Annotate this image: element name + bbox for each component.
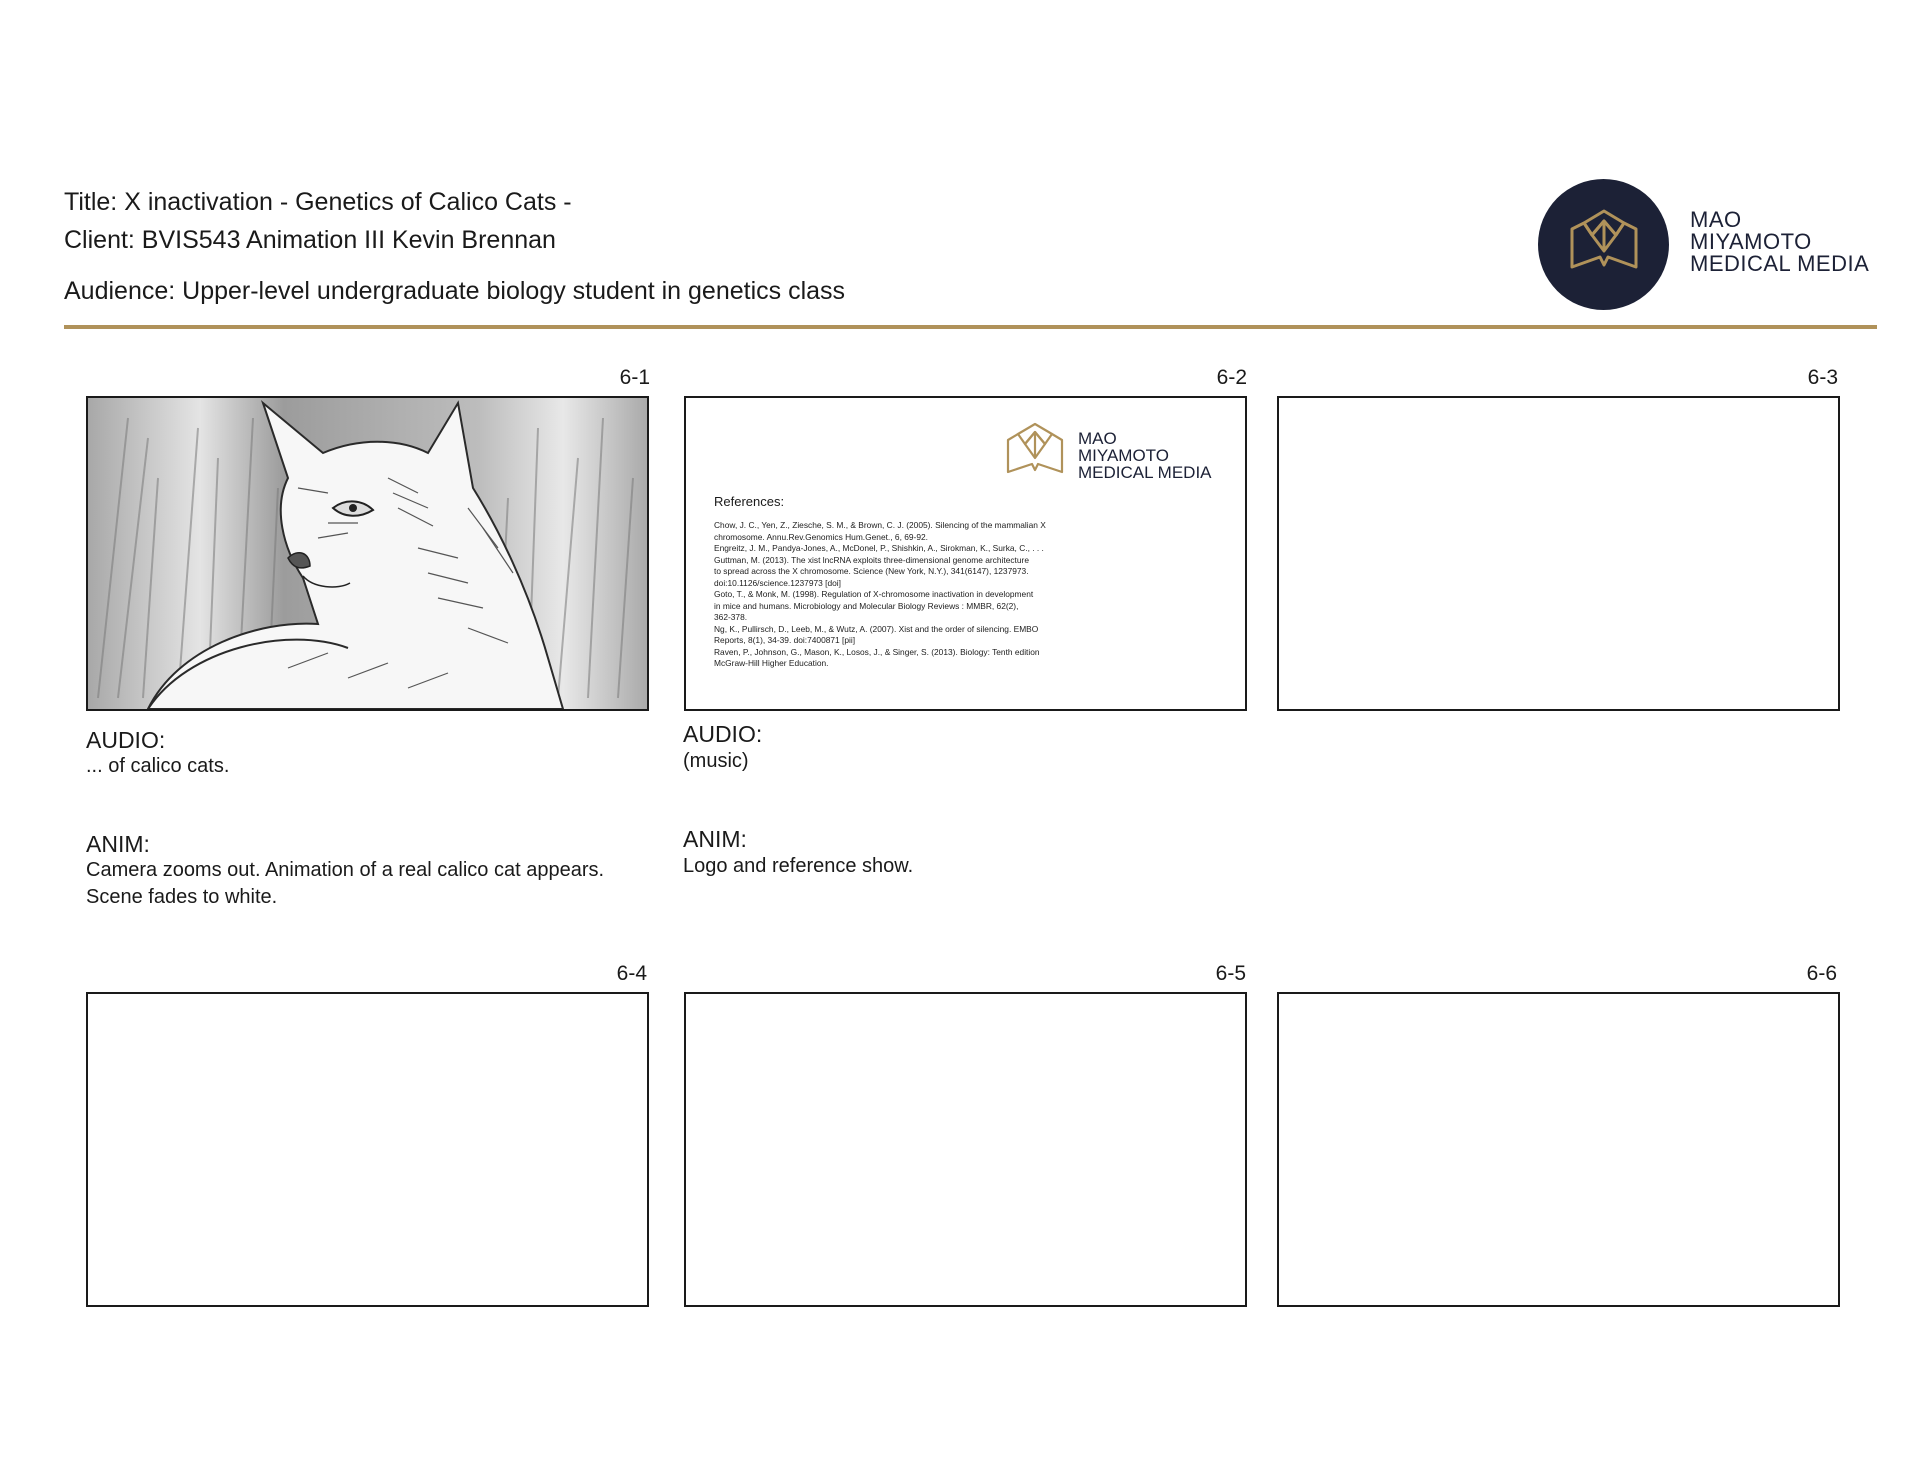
reference-line: Goto, T., & Monk, M. (1998). Regulation of X-chromosome inactivation in development <box>714 589 1034 599</box>
logo-line-3: MEDICAL MEDIA <box>1690 251 1870 276</box>
reference-line: Chow, J. C., Yen, Z., Ziesche, S. M., & Brown, C. J. (2005). Silencing of the mammalian X <box>714 520 1046 530</box>
reference-line: Ng, K., Pullirsch, D., Leeb, M., & Wutz, A. (2007). Xist and the order of silencing. EMBO <box>714 623 1039 634</box>
mini-logo-line-2: MIYAMOTO <box>1078 446 1169 465</box>
title-line: Title: X inactivation - Genetics of Calico Cats - <box>64 188 572 216</box>
panel-frame-6-2 <box>684 396 1247 711</box>
references-list <box>714 520 1084 670</box>
book-diamond-logo-icon <box>1538 179 1669 310</box>
audio-label-6-1: AUDIO: <box>86 727 166 753</box>
reference-line: chromosome. Annu.Rev.Genomics Hum.Genet., 6, 69-92. <box>714 531 928 542</box>
references-title: References: <box>714 494 785 509</box>
panel-number-6-2: 6-2 <box>1216 366 1247 389</box>
panel-number-6-6: 6-6 <box>1806 962 1837 985</box>
reference-line: Reports, 8(1), 34-39. doi:7400871 [pii] <box>714 635 856 645</box>
panel-frame-6-3 <box>1277 396 1840 711</box>
panel-number-6-3: 6-3 <box>1807 366 1838 389</box>
audio-label-6-2: AUDIO: <box>683 721 763 747</box>
panel-frame-6-1 <box>86 396 649 711</box>
mini-logo-wordmark <box>1078 430 1212 481</box>
panel-frame-6-4 <box>86 992 649 1307</box>
audience-line: Audience: Upper-level undergraduate biology student in genetics class <box>64 277 846 305</box>
reference-line: in mice and humans. Microbiology and Molecular Biology Reviews : MMBR, 62(2), <box>714 600 1019 611</box>
logo-badge <box>1538 179 1669 310</box>
header-divider <box>64 325 1877 329</box>
anim-line: Scene fades to white. <box>86 886 278 908</box>
client-line: Client: BVIS543 Animation III Kevin Brennan <box>64 226 556 254</box>
reference-line: doi:10.1126/science.1237973 [doi] <box>714 577 841 588</box>
anim-line: Camera zooms out. Animation of a real calico cat appears. <box>86 859 605 881</box>
anim-label-6-2: ANIM: <box>683 826 747 852</box>
reference-line: to spread across the X chromosome. Science (New York, N.Y.), 341(6147), 1237973. <box>714 566 1029 576</box>
audio-text-6-2: (music) <box>683 750 749 772</box>
panel-number-6-4: 6-4 <box>616 962 647 985</box>
mini-logo-line-1: MAO <box>1078 429 1117 448</box>
audio-text-6-1: ... of calico cats. <box>86 755 230 777</box>
anim-text-6-1 <box>86 857 604 911</box>
reference-line: 362-378. <box>714 612 748 622</box>
reference-line: Guttman, M. (2013). The xist lncRNA exploits three-dimensional genome architecture <box>714 554 1029 565</box>
logo-wordmark <box>1690 209 1869 275</box>
anim-text-6-2 <box>683 853 913 880</box>
logo-line-1: MAO <box>1690 207 1742 232</box>
anim-label-6-1: ANIM: <box>86 831 150 857</box>
panel-number-6-5: 6-5 <box>1215 962 1246 985</box>
logo-line-2: MIYAMOTO <box>1690 229 1812 254</box>
reference-line: Raven, P., Johnson, G., Mason, K., Losos, J., & Singer, S. (2013). Biology: Tenth edition <box>714 646 1040 657</box>
panel-number-6-1: 6-1 <box>619 366 650 389</box>
book-diamond-logo-icon <box>1004 422 1066 478</box>
cat-sketch-illustration <box>88 398 647 709</box>
panel-frame-6-5 <box>684 992 1247 1307</box>
anim-line: Logo and reference show. <box>683 855 914 877</box>
mini-logo-line-3: MEDICAL MEDIA <box>1078 463 1212 482</box>
reference-line: McGraw-Hill Higher Education. <box>714 658 829 668</box>
panel-frame-6-6 <box>1277 992 1840 1307</box>
reference-line: Engreitz, J. M., Pandya-Jones, A., McDonel, P., Shishkin, A., Sirokman, K., Surka, C., . . . <box>714 543 1044 553</box>
